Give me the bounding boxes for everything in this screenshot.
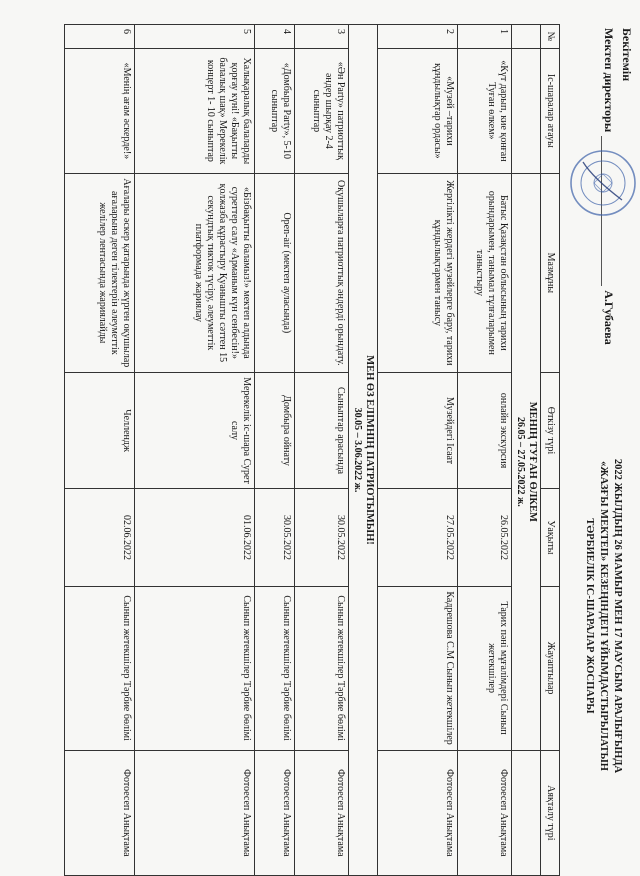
event-name: «Менің ағам әскерде!» [65,48,135,173]
event-result: Фотоесеп Анықтама [135,750,255,875]
row-number: 1 [458,25,512,49]
event-name: «Музей –тарихи құндылықтар ордасы» [378,48,458,173]
section-dates: 26.05 – 27.05.2022 ж. [515,416,526,507]
event-form: онлайн экскурсия [458,372,512,489]
table-row [295,25,349,876]
title-line-3: ТӘРБИЕЛІК ІС-ШАРАЛАР ЖОСПАРЫ [584,518,595,714]
section-dates: 30.05 – 3.06.2022 ж. [352,407,363,493]
event-content: Жергілікті жердегі музейлерге бару, тарихи құндылықтармен танысу [378,174,458,373]
title-line-2: «ЖАЗҒЫ МЕКТЕП» КЕЗЕҢІНДЕГІ ҰЙЫМДАСТЫРЫЛАТЫН [598,461,609,771]
event-result: Фотоесеп Анықтама [378,750,458,875]
event-date: 27.05.2022 [378,489,458,586]
document-rotated [40,16,640,876]
event-form: Музейдегі Ісаат [378,372,458,489]
table-row [458,25,512,876]
table-row [135,25,255,876]
school-stamp-icon [568,148,638,218]
row-number: 4 [255,25,295,49]
section-title: МЕНІҢ ТУҒАН ӨЛКЕМ 26.05 – 27.05.2022 ж. [512,174,541,751]
event-date: 01.06.2022 [135,489,255,586]
table-header-row [541,25,560,876]
row-number: 3 [295,25,349,49]
event-content: «Бізбақытты баламыз!» мектеп алдында суреттер салу «Арманым күн сенбесін!» қолжазба құрастыру Қуанышты сәттен 15 секундтық тикток түсіру, әлеуметтік платформада жариялау [135,174,255,373]
event-name: Халықаралық балаларды қорғау күні! «Бақытты балалық шақ» Мерекелік концерт 1- 10 сыныптар [135,48,255,173]
document-title [582,376,624,856]
row-number: 5 [135,25,255,49]
event-content: Батыс Қазақстан облысының тарихи орындарымен, танымал тұлғаларымен таныстыру [458,174,512,373]
column-header: Іс-шаралар атауы [541,48,560,173]
approved-label: Бекітемін [620,28,634,82]
title-line-1: 2022 ЖЫЛДЫҢ 26 МАМЫР МЕН 17 МАУСЫМ АРАЛЫҒЫНДА [612,458,623,774]
event-responsible: Сынып жетекшілер Тәрбие бөлімі [255,586,295,750]
director-label: Мектеп директоры [602,28,616,133]
event-name: «Күт дарып, кие қонған Туған өлкем» [458,48,512,173]
column-header: Өткізу түрі [541,372,560,489]
table-row [378,25,458,876]
event-date: 26.05.2022 [458,489,512,586]
event-result: Фотоесеп Анықтама [65,750,135,875]
event-responsible: Сынып жетекшілер Тәрбие бөлімі [295,586,349,750]
column-header: Мазмұны [541,174,560,373]
event-date: 30.05.2022 [295,489,349,586]
event-date: 02.06.2022 [65,489,135,586]
section-row [349,25,378,876]
director-name: А.Губаева [602,290,616,345]
event-responsible: Кадрешова С.М Сынып жетекшілер [378,586,458,750]
table-row [255,25,295,876]
event-date: 30.05.2022 [255,489,295,586]
event-result: Фотоесеп Анықтама [295,750,349,875]
table-row [65,25,135,876]
event-name: «Домбыра Party», 5-10 сыныптар [255,48,295,173]
event-form: Домбыра ойнату [255,372,295,489]
event-form: Сыныптар арасында [295,372,349,489]
section-row [512,25,541,876]
section-title: МЕН ӨЗ ЕЛІМНІҢ ПАТРИОТЫМЫН! 30.05 – 3.06.2022 ж. [349,25,378,876]
column-header: № [541,25,560,49]
event-name: «Ән Party» патриоттық әндер шырқау 2-4 сыныптар [295,48,349,173]
event-form: Челлендж [65,372,135,489]
column-header: Жауаптылар [541,586,560,750]
event-responsible: Сынып жетекшілер Тәрбие бөлімі [135,586,255,750]
event-responsible: Сынып жетекшілер Тәрбие бөлімі [65,586,135,750]
column-header: Уақыты [541,489,560,586]
row-number: 2 [378,25,458,49]
event-form: Мерекелік іс-шара Сурет салу [135,372,255,489]
event-result: Фотоесеп Анықтама [255,750,295,875]
column-header: Аяқталу түрі [541,750,560,875]
row-number: 6 [65,25,135,49]
event-responsible: Тарих пәні мұғалімдері Сынып жетекшілер [458,586,512,750]
event-content: Оқушыларға патриоттық әндерді орындату. [295,174,349,373]
event-content: Ағалары әскер қатарында жүрген оқушылар ағаларына деген тілектерін әлеуметтік желілер лентасында жариялайды [65,174,135,373]
events-table [64,24,560,876]
event-content: Open-air (мектеп ауласында) [255,174,295,373]
event-result: Фотоесеп Анықтама [458,750,512,875]
